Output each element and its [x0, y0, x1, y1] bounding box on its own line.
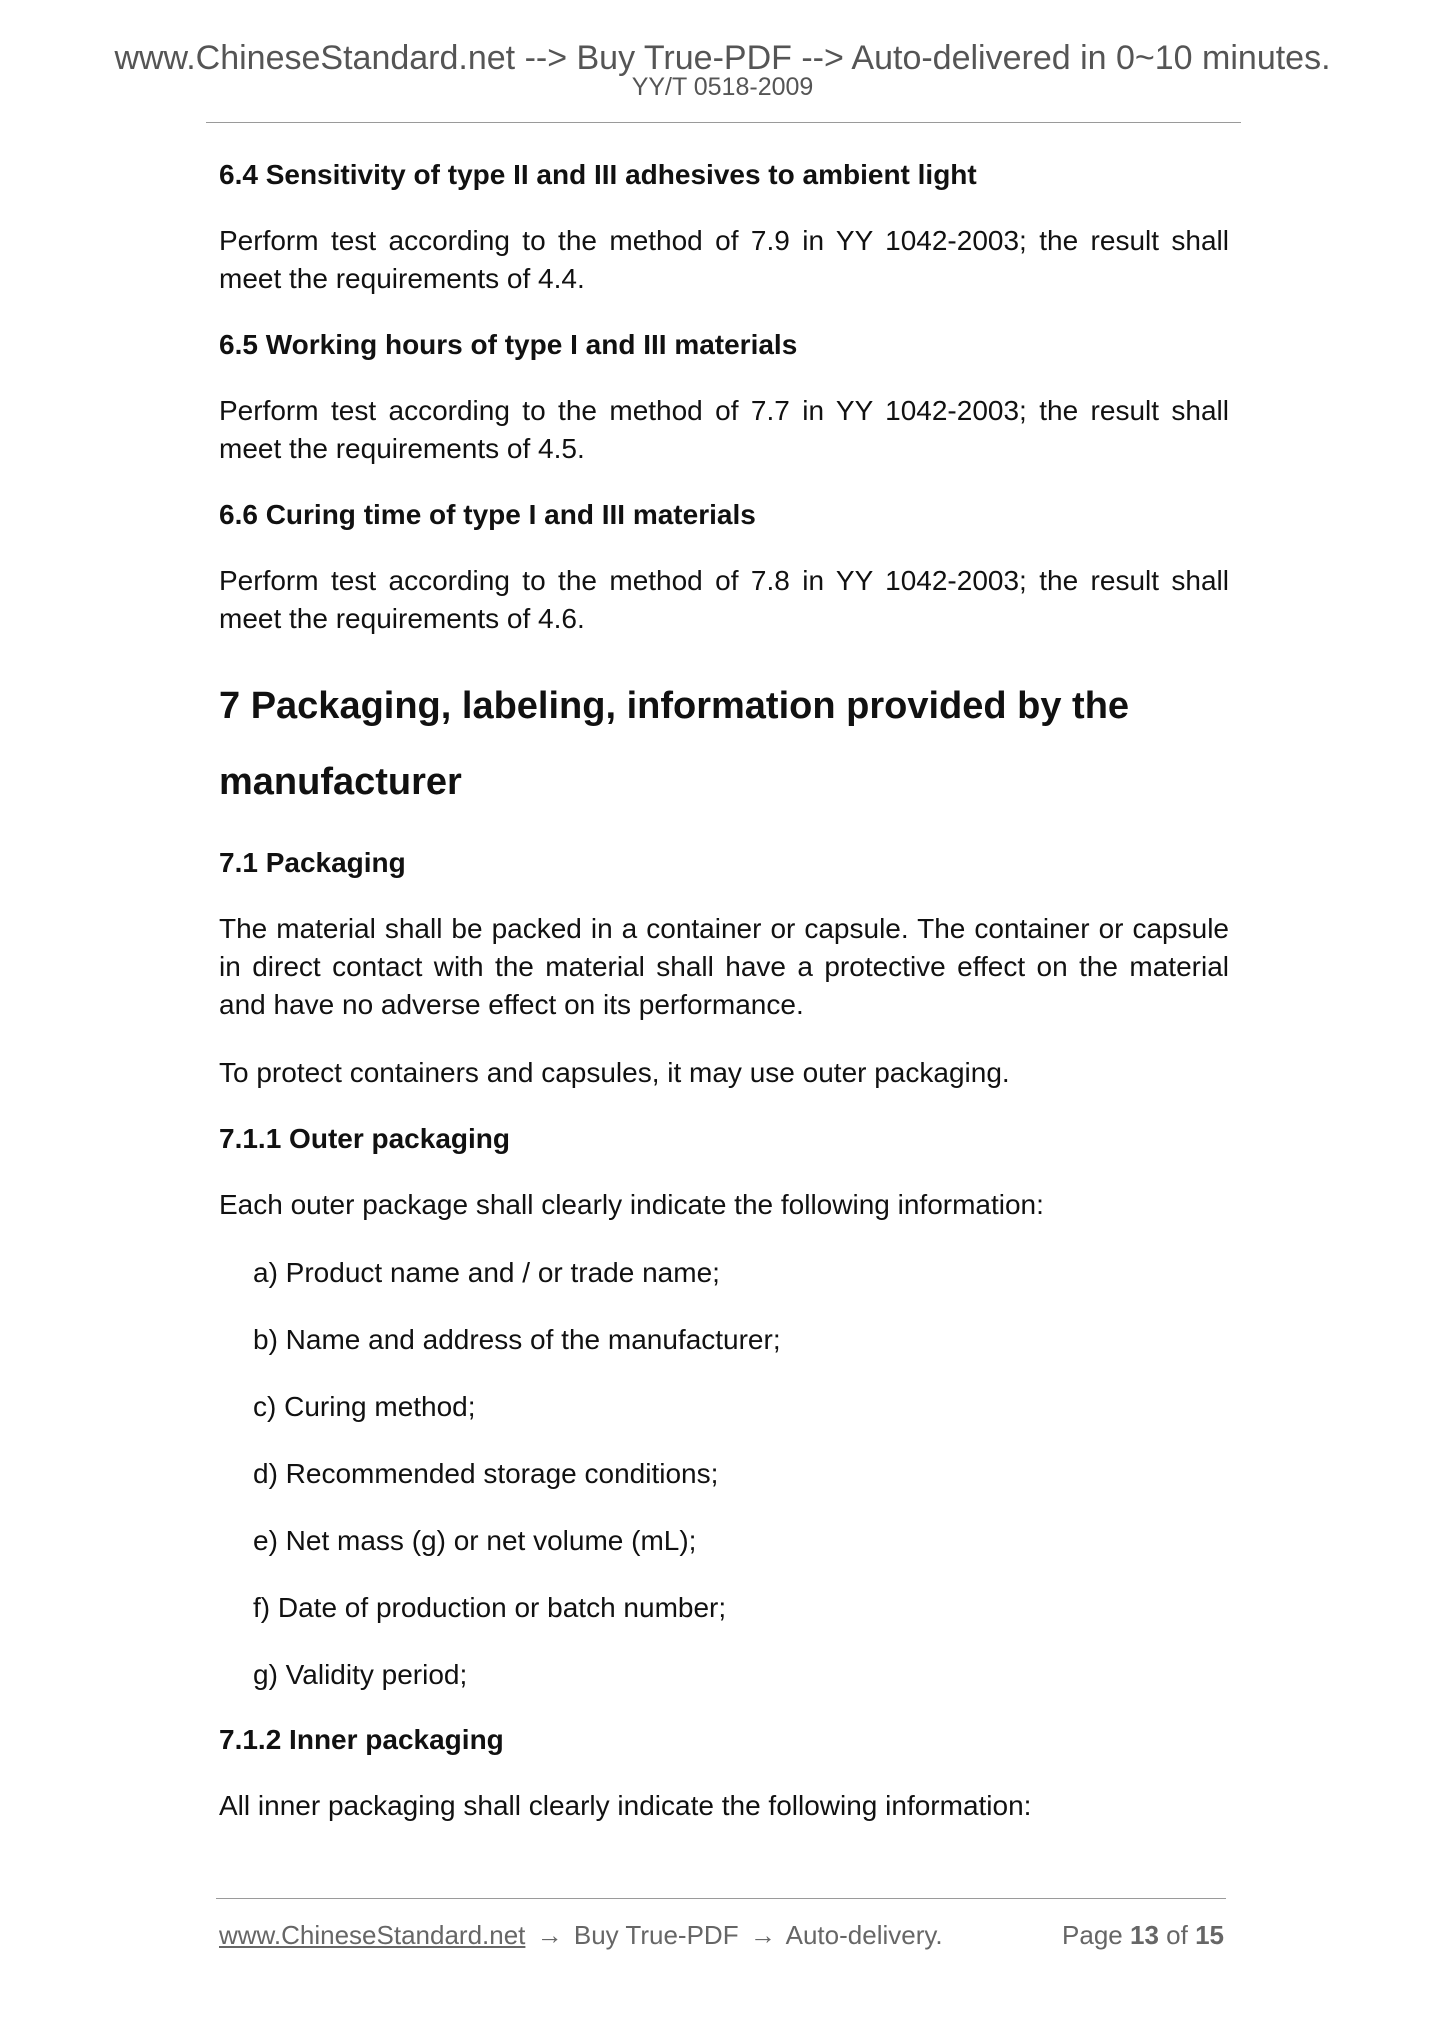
- section-7-1-text-2: To protect containers and capsules, it may use outer packaging.: [219, 1057, 1010, 1088]
- document-code: YY/T 0518-2009: [631, 73, 814, 101]
- page-indicator: [1062, 1918, 1224, 1952]
- section-6-4-heading: 6.4 Sensitivity of type II and III adhesives to ambient light: [219, 159, 977, 190]
- top-banner[interactable]: www.ChineseStandard.net --> Buy True-PDF --> Auto-delivered in 0~10 minutes.: [114, 39, 1331, 77]
- section-6-5-heading: 6.5 Working hours of type I and III materials: [219, 329, 798, 360]
- footer-divider: [216, 1898, 1226, 1899]
- list-item: a) Product name and / or trade name;: [253, 1257, 720, 1288]
- section-7-1-1-heading: 7.1.1 Outer packaging: [219, 1123, 510, 1154]
- list-item: d) Recommended storage conditions;: [253, 1458, 719, 1489]
- list-item: c) Curing method;: [253, 1391, 476, 1422]
- outer-packaging-list: [219, 1254, 1229, 1694]
- arrow-right-icon: →: [536, 1920, 563, 1950]
- footer-auto-text: Auto-delivery.: [785, 1920, 943, 1950]
- section-6-5-text: Perform test according to the method of 7.7 in YY 1042-2003; the result shall meet the requirements of 4.5.: [219, 395, 1229, 464]
- page-total: 15: [1195, 1920, 1224, 1950]
- page-label: Page: [1062, 1920, 1123, 1950]
- section-7-heading: 7 Packaging, labeling, information provided by the manufacturer: [219, 685, 1130, 803]
- section-6-6-text: Perform test according to the method of 7.8 in YY 1042-2003; the result shall meet the requirements of 4.6.: [219, 565, 1229, 634]
- list-item: f) Date of production or batch number;: [253, 1592, 727, 1623]
- list-item: e) Net mass (g) or net volume (mL);: [253, 1525, 697, 1556]
- section-6-4-text: Perform test according to the method of 7.9 in YY 1042-2003; the result shall meet the requirements of 4.4.: [219, 225, 1229, 294]
- page-current: 13: [1130, 1920, 1159, 1950]
- section-7-1-2-intro: All inner packaging shall clearly indicate the following information:: [219, 1790, 1032, 1821]
- section-7-1-heading: 7.1 Packaging: [219, 847, 406, 878]
- document-body: [219, 158, 1229, 1855]
- section-7-1-1-intro: Each outer package shall clearly indicate the following information:: [219, 1189, 1044, 1220]
- footer-buy-text: Buy True-PDF: [573, 1920, 739, 1950]
- section-7-1-text: The material shall be packed in a container or capsule. The container or capsule in direct contact with the material shall have a protective effect on the material and have no adverse effect on its performance.: [219, 913, 1229, 1020]
- list-item: b) Name and address of the manufacturer;: [253, 1324, 781, 1355]
- of-label: of: [1166, 1920, 1188, 1950]
- section-6-6-heading: 6.6 Curing time of type I and III materials: [219, 499, 756, 530]
- header-divider: [206, 122, 1241, 123]
- arrow-right-icon: →: [749, 1920, 776, 1950]
- footer-site-link[interactable]: www.ChineseStandard.net: [219, 1920, 526, 1950]
- list-item: g) Validity period;: [253, 1659, 468, 1690]
- section-7-1-2-heading: 7.1.2 Inner packaging: [219, 1724, 504, 1755]
- page-footer: [219, 1918, 1224, 1952]
